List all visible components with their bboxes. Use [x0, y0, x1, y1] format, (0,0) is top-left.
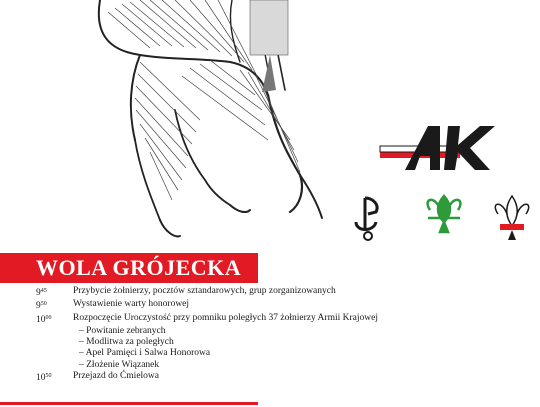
fleur-de-lis-emblem [495, 196, 528, 240]
schedule-list [36, 286, 536, 384]
schedule-row [36, 313, 536, 326]
schedule-text: Przybycie żołnierzy, pocztów sztandarowych, grup zorganizowanych [73, 286, 336, 296]
green-scout-emblem [428, 196, 461, 232]
schedule-row [36, 371, 536, 384]
bottom-divider [0, 402, 258, 405]
schedule-time: $10^{00}$ [36, 314, 52, 325]
schedule-text: Wystawienie warty honorowej [73, 299, 190, 310]
kotwica-anchor-emblem [356, 198, 377, 240]
stirrup [262, 55, 276, 92]
schedule-row [36, 299, 536, 312]
schedule-time: $9^{50}$ [36, 301, 47, 312]
schedule-subitem [36, 348, 536, 359]
schedule-text: – Powitanie zebranych [79, 325, 166, 336]
ak-logo [380, 126, 495, 170]
rider-leg [250, 0, 288, 55]
horse-rider-illustration [99, 0, 322, 236]
schedule-subitem [36, 326, 536, 337]
schedule-text: Przejazd do Ćmielowa [73, 371, 160, 382]
schedule-time: $9^{45}$ [36, 288, 47, 298]
schedule-text: Rozpoczęcie Uroczystość przy pomniku poległych 37 żołnierzy Armii Krajowej [73, 312, 378, 323]
schedule-text: – Apel Pamięci i Salwa Honorowa [79, 348, 211, 359]
schedule-subitem [36, 337, 536, 348]
schedule-text: – Modlitwa za poległych [79, 337, 174, 348]
location-title: WOLA GRÓJECKA [36, 255, 242, 280]
schedule-text: – Złożenie Wiązanek [79, 359, 160, 370]
schedule-subitem [36, 360, 536, 371]
schedule-row [36, 286, 536, 299]
schedule-time: $10^{50}$ [36, 373, 52, 384]
